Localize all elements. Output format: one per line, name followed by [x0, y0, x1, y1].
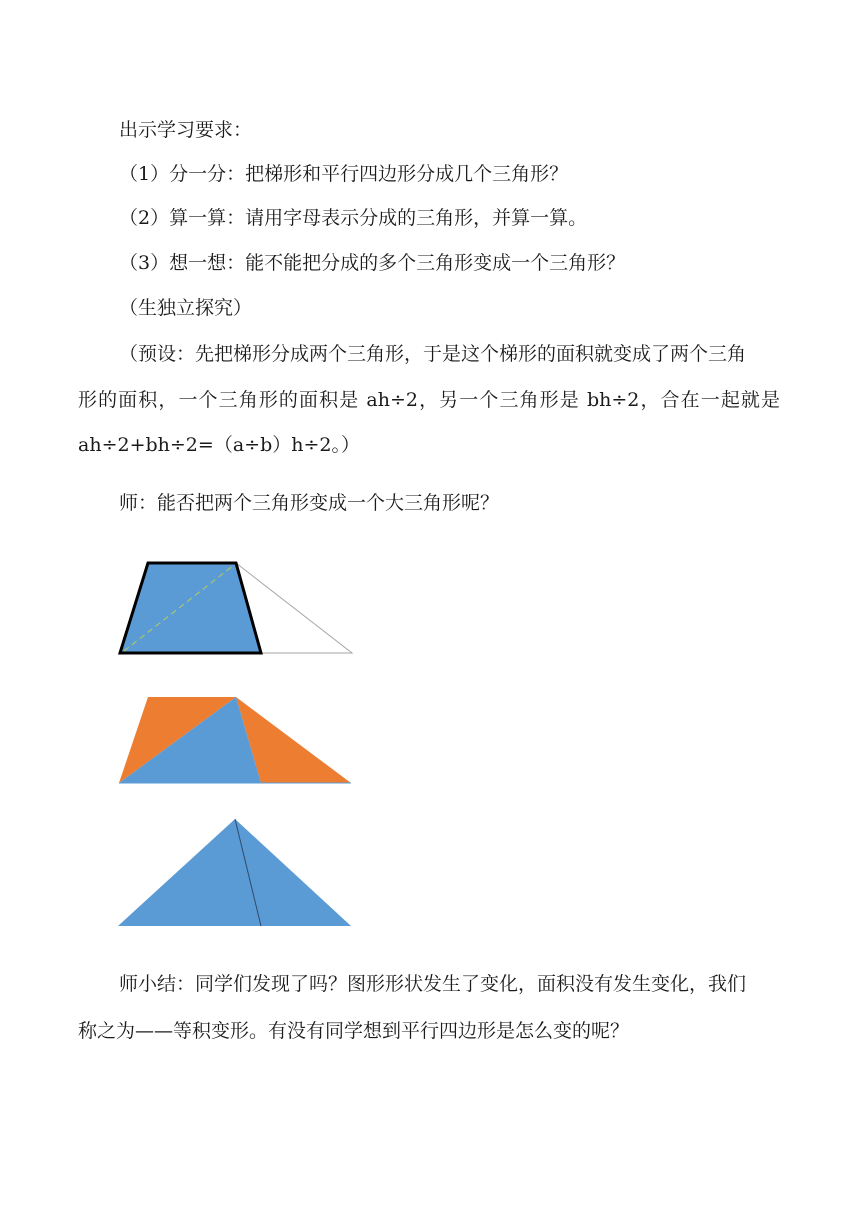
figure-two-triangles [0, 690, 400, 790]
requirement-item-2: （2）算一算：请用字母表示分成的三角形，并算一算。 [119, 207, 588, 229]
paragraph-independent-exploration: （生独立探究） [119, 297, 253, 319]
paragraph-learning-requirements: 出示学习要求： [119, 119, 253, 141]
paragraph-preset-line-1: （预设：先把梯形分成两个三角形，于是这个梯形的面积就变成了两个三角 [119, 343, 747, 365]
requirement-item-1: （1）分一分：把梯形和平行四边形分成几个三角形？ [119, 163, 569, 185]
large-triangle [118, 819, 351, 926]
paragraph-summary-line-2: 称之为——等积变形。有没有同学想到平行四边形是怎么变的呢？ [78, 1020, 630, 1042]
paragraph-summary-line-1: 师小结：同学们发现了吗？图形形状发生了变化，面积没有发生变化，我们 [119, 973, 747, 995]
requirement-item-3: （3）想一想：能不能把分成的多个三角形变成一个三角形？ [119, 252, 626, 274]
paragraph-teacher-question: 师：能否把两个三角形变成一个大三角形呢？ [119, 492, 500, 514]
paragraph-preset-line-2: 形的面积，一个三角形的面积是 ah÷2，另一个三角形是 bh÷2，合在一起就是 [78, 389, 780, 411]
figure-trapezoid-diagonal [0, 555, 400, 665]
paragraph-preset-line-3: ah÷2+bh÷2=（a÷b）h÷2。） [78, 434, 360, 456]
trapezoid-shape [120, 563, 261, 653]
figure-large-triangle [0, 812, 400, 932]
